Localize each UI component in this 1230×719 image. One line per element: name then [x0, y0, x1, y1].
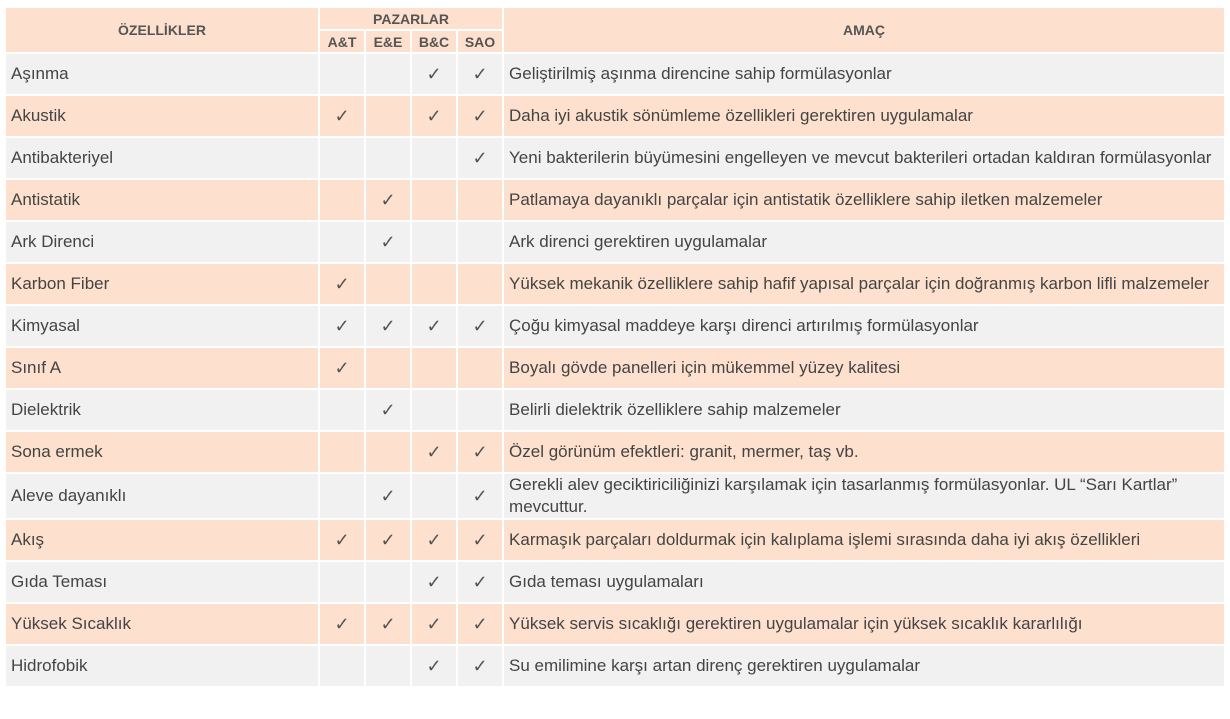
table-row — [5, 473, 1225, 519]
purpose-text: Daha iyi akustik sönümleme özellikleri gerektiren uygulamalar — [503, 95, 1225, 137]
feature-name: Kimyasal — [5, 305, 319, 347]
purpose-text: Ark direnci gerektiren uygulamalar — [503, 221, 1225, 263]
purpose-text: Yüksek servis sıcaklığı gerektiren uygulamalar için yüksek sıcaklık kararlılığı — [503, 603, 1225, 645]
feature-name: Dielektrik — [5, 389, 319, 431]
check-mark-icon: ✓ — [319, 519, 365, 561]
purpose-text: Gerekli alev geciktiriciliğinizi karşılamak için tasarlanmış formülasyonlar. UL “Sarı Kartlar” mevcuttur. — [503, 473, 1225, 519]
table-row — [5, 305, 1225, 347]
purpose-text: Yüksek mekanik özelliklere sahip hafif yapısal parçalar için doğranmış karbon lifli malzemeler — [503, 263, 1225, 305]
check-mark-icon: ✓ — [319, 603, 365, 645]
empty-market-cell — [319, 645, 365, 687]
table-body — [5, 53, 1225, 687]
empty-market-cell — [411, 137, 457, 179]
check-mark-icon: ✓ — [457, 53, 503, 95]
check-mark-icon: ✓ — [365, 473, 411, 519]
table-header — [5, 7, 1225, 53]
check-mark-icon: ✓ — [365, 519, 411, 561]
empty-market-cell — [457, 263, 503, 305]
empty-market-cell — [365, 95, 411, 137]
check-mark-icon: ✓ — [457, 95, 503, 137]
feature-name: Gıda Teması — [5, 561, 319, 603]
check-mark-icon: ✓ — [365, 603, 411, 645]
feature-name: Yüksek Sıcaklık — [5, 603, 319, 645]
table-row — [5, 179, 1225, 221]
purpose-text: Geliştirilmiş aşınma direncine sahip formülasyonlar — [503, 53, 1225, 95]
purpose-text: Su emilimine karşı artan direnç gerektiren uygulamalar — [503, 645, 1225, 687]
check-mark-icon: ✓ — [365, 221, 411, 263]
table-row — [5, 221, 1225, 263]
empty-market-cell — [365, 645, 411, 687]
check-mark-icon: ✓ — [411, 53, 457, 95]
table-row — [5, 645, 1225, 687]
empty-market-cell — [365, 347, 411, 389]
check-mark-icon: ✓ — [319, 305, 365, 347]
empty-market-cell — [457, 389, 503, 431]
empty-market-cell — [411, 263, 457, 305]
purpose-text: Çoğu kimyasal maddeye karşı direnci artırılmış formülasyonlar — [503, 305, 1225, 347]
feature-name: Karbon Fiber — [5, 263, 319, 305]
check-mark-icon: ✓ — [411, 645, 457, 687]
empty-market-cell — [457, 347, 503, 389]
empty-market-cell — [319, 473, 365, 519]
purpose-text: Patlamaya dayanıklı parçalar için antistatik özelliklere sahip iletken malzemeler — [503, 179, 1225, 221]
check-mark-icon: ✓ — [457, 603, 503, 645]
check-mark-icon: ✓ — [457, 473, 503, 519]
table-row — [5, 95, 1225, 137]
check-mark-icon: ✓ — [319, 263, 365, 305]
empty-market-cell — [365, 137, 411, 179]
empty-market-cell — [411, 179, 457, 221]
table-row — [5, 137, 1225, 179]
table-row — [5, 347, 1225, 389]
table-row — [5, 263, 1225, 305]
empty-market-cell — [411, 221, 457, 263]
check-mark-icon: ✓ — [457, 561, 503, 603]
empty-market-cell — [365, 263, 411, 305]
check-mark-icon: ✓ — [411, 603, 457, 645]
empty-market-cell — [411, 389, 457, 431]
check-mark-icon: ✓ — [457, 305, 503, 347]
empty-market-cell — [365, 431, 411, 473]
purpose-text: Boyalı gövde panelleri için mükemmel yüzey kalitesi — [503, 347, 1225, 389]
check-mark-icon: ✓ — [457, 137, 503, 179]
feature-name: Akış — [5, 519, 319, 561]
check-mark-icon: ✓ — [319, 95, 365, 137]
purpose-text: Belirli dielektrik özelliklere sahip malzemeler — [503, 389, 1225, 431]
empty-market-cell — [457, 179, 503, 221]
features-column-header: ÖZELLİKLER — [5, 7, 319, 53]
empty-market-cell — [365, 561, 411, 603]
table-row — [5, 561, 1225, 603]
check-mark-icon: ✓ — [411, 519, 457, 561]
table-row — [5, 431, 1225, 473]
feature-name: Sona ermek — [5, 431, 319, 473]
market-code-header: E&E — [365, 30, 411, 53]
empty-market-cell — [319, 179, 365, 221]
check-mark-icon: ✓ — [365, 389, 411, 431]
check-mark-icon: ✓ — [365, 305, 411, 347]
purpose-text: Karmaşık parçaları doldurmak için kalıplama işlemi sırasında daha iyi akış özellikleri — [503, 519, 1225, 561]
empty-market-cell — [319, 53, 365, 95]
empty-market-cell — [319, 431, 365, 473]
check-mark-icon: ✓ — [411, 95, 457, 137]
check-mark-icon: ✓ — [411, 431, 457, 473]
empty-market-cell — [319, 221, 365, 263]
check-mark-icon: ✓ — [411, 305, 457, 347]
empty-market-cell — [457, 221, 503, 263]
market-code-header: A&T — [319, 30, 365, 53]
feature-name: Antistatik — [5, 179, 319, 221]
feature-name: Aleve dayanıklı — [5, 473, 319, 519]
purpose-column-header: AMAÇ — [503, 7, 1225, 53]
markets-column-header: PAZARLAR — [319, 7, 503, 30]
feature-name: Ark Direnci — [5, 221, 319, 263]
empty-market-cell — [319, 389, 365, 431]
check-mark-icon: ✓ — [457, 645, 503, 687]
market-code-header: B&C — [411, 30, 457, 53]
market-code-header: SAO — [457, 30, 503, 53]
check-mark-icon: ✓ — [319, 347, 365, 389]
feature-name: Antibakteriyel — [5, 137, 319, 179]
empty-market-cell — [365, 53, 411, 95]
feature-name: Sınıf A — [5, 347, 319, 389]
table-row — [5, 53, 1225, 95]
purpose-text: Yeni bakterilerin büyümesini engelleyen ve mevcut bakterileri ortadan kaldıran formülasyonlar — [503, 137, 1225, 179]
purpose-text: Özel görünüm efektleri: granit, mermer, taş vb. — [503, 431, 1225, 473]
empty-market-cell — [411, 347, 457, 389]
check-mark-icon: ✓ — [457, 519, 503, 561]
feature-name: Aşınma — [5, 53, 319, 95]
check-mark-icon: ✓ — [411, 561, 457, 603]
table-row — [5, 389, 1225, 431]
check-mark-icon: ✓ — [457, 431, 503, 473]
check-mark-icon: ✓ — [365, 179, 411, 221]
empty-market-cell — [319, 561, 365, 603]
empty-market-cell — [411, 473, 457, 519]
purpose-text: Gıda teması uygulamaları — [503, 561, 1225, 603]
feature-name: Hidrofobik — [5, 645, 319, 687]
empty-market-cell — [319, 137, 365, 179]
properties-table — [4, 6, 1226, 688]
table-row — [5, 519, 1225, 561]
table-row — [5, 603, 1225, 645]
feature-name: Akustik — [5, 95, 319, 137]
